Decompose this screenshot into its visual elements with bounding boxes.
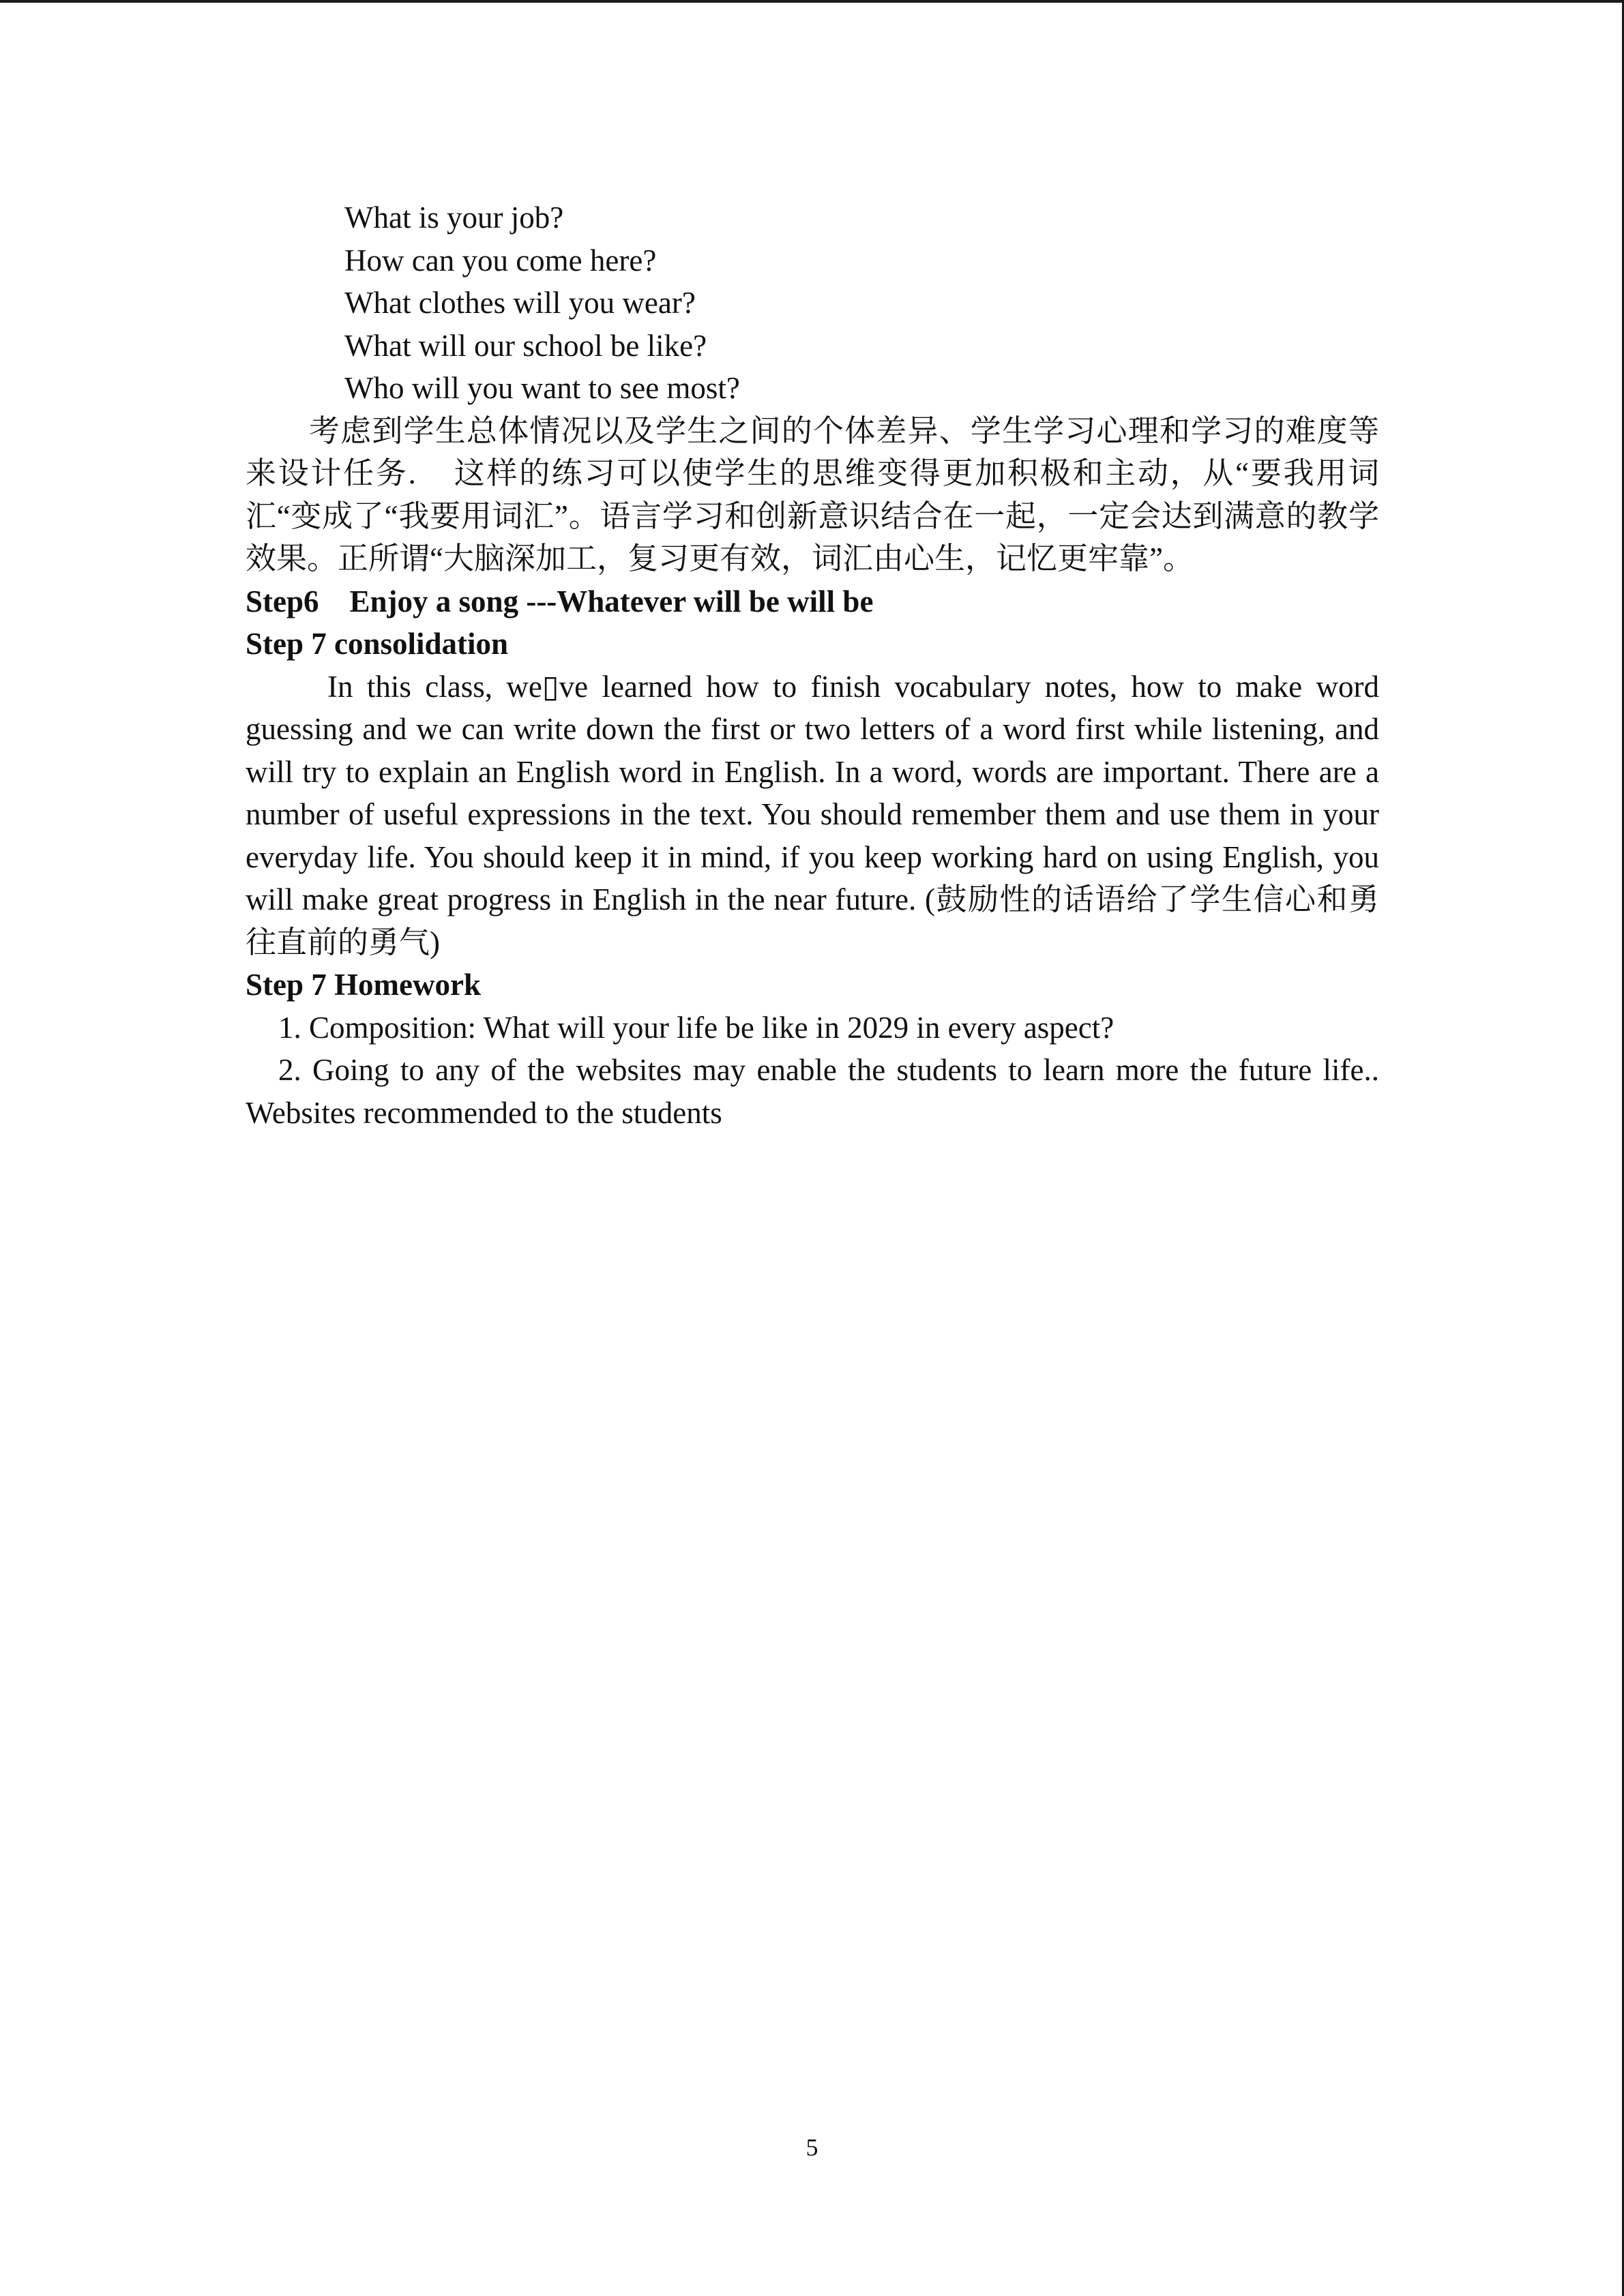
design-rationale-paragraph: 考虑到学生总体情况以及学生之间的个体差异、学生学习心理和学习的难度等来设计任务. 这样的练习可以使学生的思维变得更加积极和主动，从“要我用词汇“变成了“我要用词汇”。语言学习和创新意识结合在一起，一定会达到满意的教学效果。正所谓“大脑深加工，复习更有效，词汇由心生，记忆更牢靠”。: [246, 413, 1379, 576]
homework-item-websites: 2. Going to any of the websites may enable the students to learn more the future life.. Websites recommended to the students: [246, 1053, 1379, 1130]
document-body: [246, 196, 1379, 1134]
question-line: What is your job?: [344, 200, 564, 235]
question-line: Who will you want to see most?: [344, 371, 740, 405]
page-number: 5: [806, 2134, 818, 2161]
question-line: What clothes will you wear?: [344, 286, 696, 320]
question-line: How can you come here?: [344, 243, 657, 278]
homework-item-composition: 1. Composition: What will your life be like in 2029 in every aspect?: [278, 1010, 1114, 1045]
step7-homework-heading: Step 7 Homework: [246, 968, 481, 1002]
consolidation-paragraph: In this class, we▯ve learned how to finish vocabulary notes, how to make word guessing and we can write down the first or two letters of a word first while listening, and will try to explain an English word in English. In a word, words are important. There are a number of useful expressions in the text. You should remember them and use them in your everyday life. You should keep it in mind, if you keep working hard on using English, you will make great progress in English in the near future. (鼓励性的话语给了学生信心和勇往直前的勇气): [246, 669, 1379, 959]
question-line: What will our school be like?: [344, 328, 707, 363]
step6-heading: Step6 Enjoy a song ---Whatever will be will be: [246, 584, 874, 618]
step7-consolidation-heading: Step 7 consolidation: [246, 627, 509, 661]
page-top-border: [0, 0, 1624, 3]
